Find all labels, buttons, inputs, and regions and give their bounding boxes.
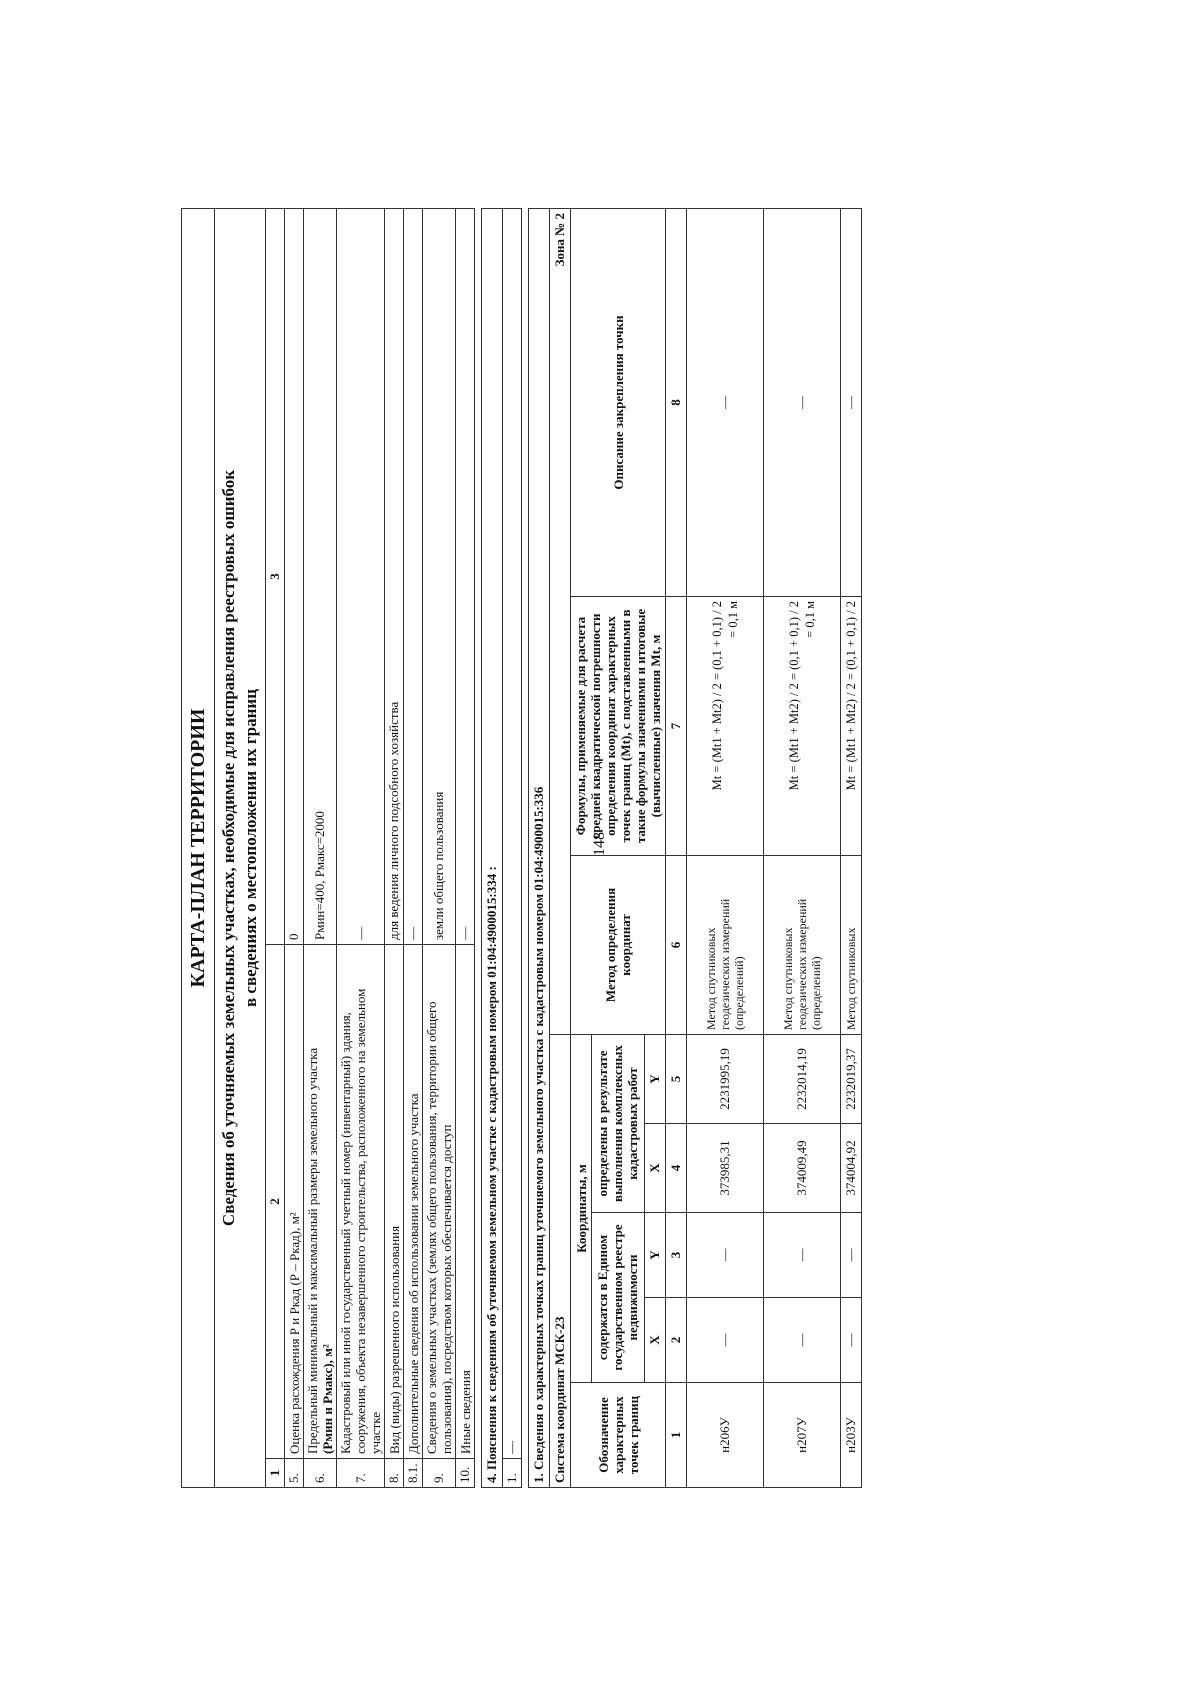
x-value: 374004,92	[841, 1124, 862, 1213]
row-value: —	[456, 209, 475, 945]
row-value: земли общего пользования	[423, 209, 456, 945]
zone-label: Зона № 2	[550, 209, 571, 1035]
points-heading: 1. Сведения о характерных точках границ уточняемого земельного участка с кадастровым номером 01:04:4900015:336	[529, 209, 550, 1488]
row-value: —	[337, 209, 385, 945]
x-egrn: —	[687, 1298, 764, 1383]
column-number: 2	[266, 945, 285, 1459]
page-number: 148	[591, 832, 608, 856]
row-value: 0	[285, 209, 304, 945]
y-egrn: —	[764, 1213, 841, 1298]
row-value: —	[404, 209, 423, 945]
y-egrn: —	[841, 1213, 862, 1298]
column-number: 8	[666, 209, 687, 597]
row-number: 8.1.	[404, 1459, 423, 1488]
row-name: Иные сведения	[456, 945, 475, 1459]
description-header: Описание закрепления точки	[571, 209, 666, 597]
egrn-header: содержатся в Едином государственном реестре недвижимости	[592, 1213, 645, 1383]
row-number: 5.	[285, 1459, 304, 1488]
table-row	[841, 209, 862, 1488]
y-value: 2232019,37	[841, 1035, 862, 1124]
description-value: —	[841, 209, 862, 597]
method-header: Метод определения координат	[571, 856, 666, 1035]
row-value: Рмин=400, Рмакс=2000	[304, 209, 337, 945]
row-name-line: Предельный минимальный и максимальный размеры земельного участка	[305, 1047, 320, 1454]
method-value: Метод спутниковых геодезических измерений (определений)	[687, 856, 764, 1035]
explanations-heading: 4. Пояснения к сведениям об уточняемом земельном участке с кадастровым номером 01:04:4900015:334 :	[482, 209, 503, 1488]
parcel-info-table	[181, 208, 475, 1488]
formula-result: = 0,1 м	[803, 601, 817, 638]
y-header: Y	[644, 1213, 665, 1298]
column-number: 1	[266, 1459, 285, 1488]
row-name: Сведения о земельных участках (землях общего пользования, территории общего пользования), посредством которых обеспечивается доступ	[423, 945, 456, 1459]
subtitle-line-2: в сведениях о местоположении их границ	[241, 689, 260, 1007]
column-number: 3	[666, 1213, 687, 1298]
row-number: 9.	[423, 1459, 456, 1488]
formula-line: Mt = (Mt1 + Mt2) / 2 = (0,1 + 0,1) / 2	[787, 601, 801, 791]
formula-value	[687, 597, 764, 856]
x-header: X	[644, 1298, 665, 1383]
description-value: —	[687, 209, 764, 597]
column-number-row	[666, 209, 687, 1488]
row-value: для ведения личного подсобного хозяйства	[385, 209, 404, 945]
x-header: X	[644, 1124, 665, 1213]
column-number: 3	[266, 209, 285, 945]
coords-header: Координаты, м	[571, 1035, 592, 1383]
description-value: —	[764, 209, 841, 597]
x-egrn: —	[764, 1298, 841, 1383]
method-value: Метод спутниковых геодезических измерений (определений)	[764, 856, 841, 1035]
row-name: Дополнительные сведения об использовании земельного участка	[404, 945, 423, 1459]
column-number: 1	[666, 1383, 687, 1488]
column-number: 7	[666, 597, 687, 856]
table-row	[423, 209, 456, 1488]
point-name-header: Обозначение характерных точек границ	[571, 1383, 666, 1488]
method-value: Метод спутниковых	[841, 856, 862, 1035]
y-header: Y	[644, 1035, 665, 1124]
column-number: 4	[666, 1124, 687, 1213]
boundary-points-table	[528, 208, 862, 1488]
formula-line: Mt = (Mt1 + Mt2) / 2 = (0,1 + 0,1) / 2	[710, 601, 724, 791]
row-name	[304, 945, 337, 1459]
table-row	[687, 209, 764, 1488]
table-row	[764, 209, 841, 1488]
row-name: Кадастровый или иной государственный учетный номер (инвентарный) здания, сооружения, объекта незавершенного строительства, расположенного на земельном участке	[337, 945, 385, 1459]
x-value: 373985,31	[687, 1124, 764, 1213]
table-row	[385, 209, 404, 1488]
coord-system: Система координат МСК-23	[550, 1035, 571, 1488]
formula-value	[764, 597, 841, 856]
point-name: н203У	[841, 1383, 862, 1488]
row-value: —	[503, 209, 522, 1459]
table-row	[404, 209, 423, 1488]
point-name: н207У	[764, 1383, 841, 1488]
row-number: 10.	[456, 1459, 475, 1488]
formula-result: = 0,1 м	[726, 601, 740, 638]
coord-system-row	[550, 209, 571, 1488]
sheet-subtitle	[215, 209, 266, 1488]
sheet-title: КАРТА-ПЛАН ТЕРРИТОРИИ	[182, 209, 215, 1488]
column-number: 2	[666, 1298, 687, 1383]
table-row	[304, 209, 337, 1488]
determined-header: определены в результате выполнения комплексных кадастровых работ	[592, 1035, 645, 1213]
row-name-line: (Рмин и Рмакс), м²	[320, 1344, 335, 1454]
row-name: Оценка расхождения Р и Ркад (Р – Ркад), м²	[285, 945, 304, 1459]
row-number: 8.	[385, 1459, 404, 1488]
formula-header: Формулы, применяемые для расчета средней квадратической погрешности определения координат характерных точек границ (Mt), с подставленными в такие формулы значениями и итоговые (вычисленные) значения Mt, м	[571, 597, 666, 856]
explanations-table	[481, 208, 522, 1488]
map-plan-sheet	[181, 208, 1007, 1488]
formula-value	[841, 597, 862, 856]
x-value: 374009,49	[764, 1124, 841, 1213]
row-number: 7.	[337, 1459, 385, 1488]
table-row	[456, 209, 475, 1488]
row-number: 6.	[304, 1459, 337, 1488]
subtitle-line-1: Сведения об уточняемых земельных участках, необходимые для исправления реестровых ошибок	[219, 469, 238, 1227]
table-row	[503, 209, 522, 1488]
y-egrn: —	[687, 1213, 764, 1298]
table-row	[285, 209, 304, 1488]
x-egrn: —	[841, 1298, 862, 1383]
column-number: 6	[666, 856, 687, 1035]
table-row	[337, 209, 385, 1488]
row-number: 1.	[503, 1459, 522, 1488]
point-name: н206У	[687, 1383, 764, 1488]
column-number: 5	[666, 1035, 687, 1124]
y-value: 2231995,19	[687, 1035, 764, 1124]
formula-line: Mt = (Mt1 + Mt2) / 2 = (0,1 + 0,1) / 2	[844, 601, 858, 791]
column-number-row	[266, 209, 285, 1488]
y-value: 2232014,19	[764, 1035, 841, 1124]
row-name: Вид (виды) разрешенного использования	[385, 945, 404, 1459]
